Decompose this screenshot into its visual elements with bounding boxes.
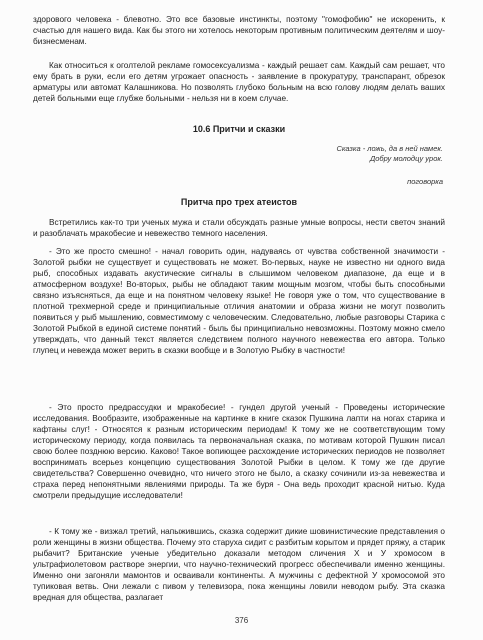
subtitle: Притча про трех атеистов (180, 197, 298, 207)
paragraph-6: - К тому же - визжал третий, напыжившись, сказка содержит дикие шовинистические представления о роли женщины в жизни общества. Почему это старуха сидит с разбитым корытом и прядет пряжу, а старик рыбачит? Британские ученые убедительно доказали методом сличения Х и У хромосом в ультрафиолетовом растворе энергии, что научно-технический прогресс обеспечивали именно женщины. Именно они загоняли мамонтов и осваивали континенты. А мужчины с дефектной У хромосомой это тупиковая ветвь. Они лежали с пивом у телевизора, пока женщины ловили неводом рыбу. Эта сказка вредная для общества, разлагает (33, 527, 445, 602)
section-title: 10.6 Притчи и сказки (192, 124, 286, 134)
epigraph-source: поговорка (407, 177, 443, 186)
paragraph-1: здорового человека - блевотно. Это все базовые инстинкты, поэтому "гомофобию" не искоренить, к счастью для нашего вида. Как бы этого ни хотелось некоторым противным политическим деятелям и шоу-бизнесменам. (33, 15, 445, 46)
page-number: 376 (234, 616, 249, 625)
epigraph-line-2: Добру молодцу урок. (369, 154, 443, 163)
paragraph-4: - Это же просто смешно! - начал говорить один, надуваясь от чувства собственной значимости - Золотой рыбки не существует и существовать не может. Во-первых, науке не известно ни одного вида рыб, способных издавать акустические сигналы в слышимом человеком диапазоне, да еще и в атмосферном воздухе! Во-вторых, рыбы не обладают таким мощным мозгом, чтобы быть способными связно изъясняться, да еще и на понятном человеку языке! Не говоря уже о том, что существование в плотной трехмерной среде и принципиальные отличия анатомии и образа жизни не могут позволить появиться у рыб мышлению, совместимому с человеческим. Следовательно, любые разговоры Старика с Золотой Рыбкой в единой системе понятий - быль бы принципиально невозможны. Поэтому можно смело утверждать, что данный текст является следствием полного научного невежества его автора. Только глупец и невежда может верить в сказки вообще и в Золотую Рыбку в частности! (33, 247, 445, 355)
epigraph (243, 144, 443, 164)
paragraph-3: Встретились как-то три ученых мужа и стали обсуждать разные умные вопросы, нести светоч знаний и разоблачать мракобесие и невежество темного населения. (33, 218, 445, 238)
paragraph-2: Как относиться к оголтелой рекламе гомосексуализма - каждый решает сам. Каждый сам решает, что ему брать в руки, если его детям угрожает опасность - заявление в прокуратуру, транспарант, обрезок арматуры или автомат Калашникова. Но позволять глубоко больным на всю голову людям делать ваших детей больными еще глубже больными - нельзя ни в коем случае. (33, 61, 445, 103)
paragraph-5: - Это просто предрассудки и мракобесие! - гундел другой ученый - Проведены исторические исследования. Вообразите, изображенные на картинке в книге сказок Пушкина лапти на ногах старика и кафтаны слуг! - Относятся к разным историческим периодам! К тому же не соответствующим тому историческому периоду, когда появилась та первоначальная сказка, по мотивам которой Пушкин писал свою более позднюю версию. Каково! Такое вопиющее расхождение исторических периодов не позволяет воспринимать всерьез концепцию существования Золотой Рыбки в целом. К тому же где другие свидетельства? Совершенно очевидно, что ничего этого не было, а сказку сочинили из-за невежества и страха перед непонятными явлениями природы. Та же буря - Она ведь проходит красной нитью. Куда смотрели предыдущие исследователи! (33, 403, 445, 500)
paragraph-3-block (33, 217, 445, 239)
paragraph-6-block (33, 526, 445, 603)
paragraph-4-block (33, 246, 445, 356)
epigraph-line-1: Сказка - ложь, да в ней намек. (336, 144, 443, 153)
paragraph-1-block (33, 14, 445, 47)
paragraph-2-block (33, 60, 445, 104)
paragraph-5-block (33, 402, 445, 501)
